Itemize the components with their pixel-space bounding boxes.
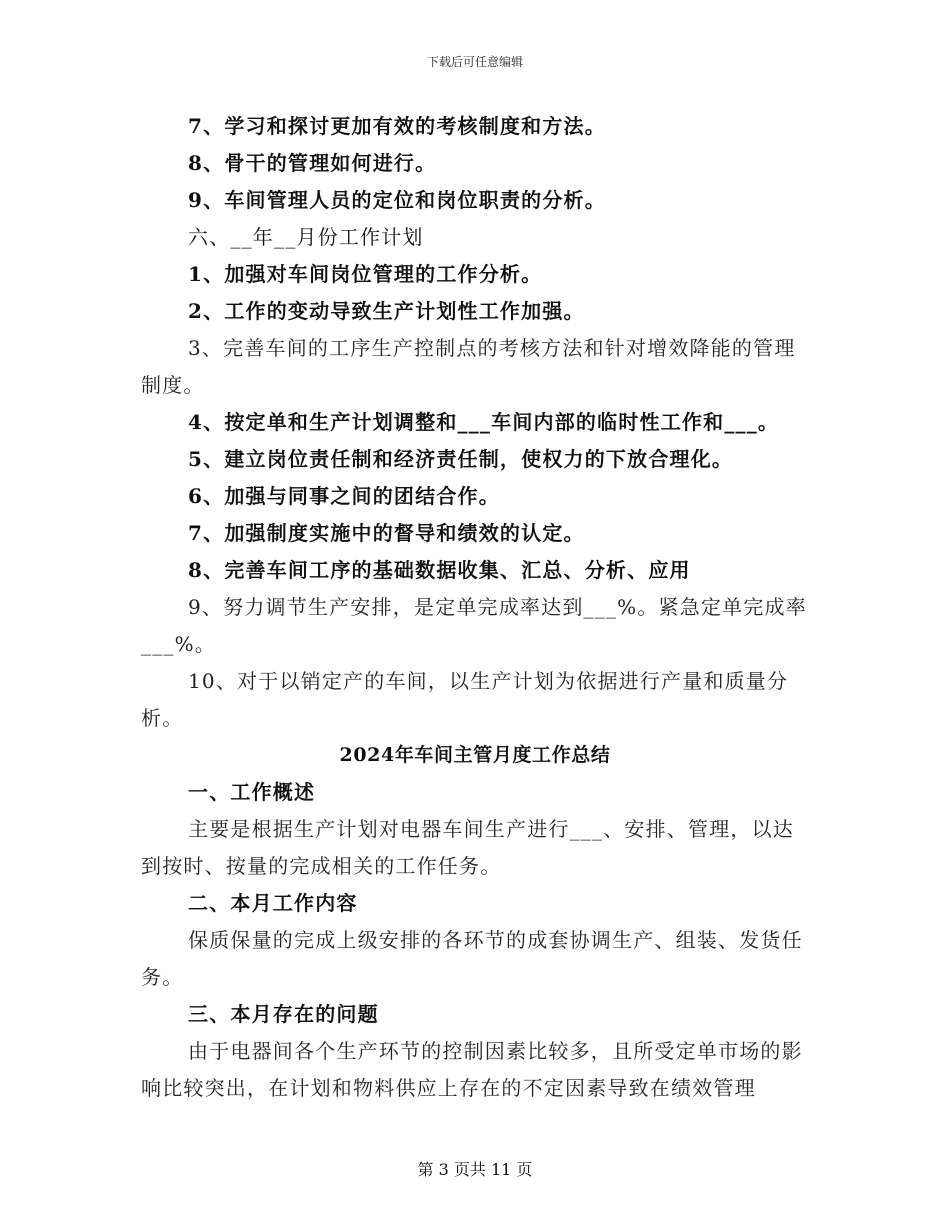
section-six-heading: 六、__年__月份工作计划: [188, 225, 424, 249]
plan-item-6: 6、加强与同事之间的团结合作。: [188, 484, 500, 508]
plan-item-9: 9、努力调节生产安排，是定单完成率达到___%。紧急定单完成率___%。: [141, 595, 807, 656]
plan-item-4: 4、按定单和生产计划调整和___车间内部的临时性工作和___。: [188, 410, 780, 434]
plan-item-2: 2、工作的变动导致生产计划性工作加强。: [188, 299, 585, 323]
plan-item-5: 5、建立岗位责任制和经济责任制，使权力的下放合理化。: [188, 447, 734, 471]
plan-item-3: 3、完善车间的工序生产控制点的考核方法和针对增效降能的管理制度。: [141, 336, 796, 397]
section-2-heading: 二、本月工作内容: [188, 891, 358, 915]
page-footer: 第 3 页共 11 页: [417, 1160, 533, 1179]
plan-item-8: 8、完善车间工序的基础数据收集、汇总、分析、应用: [188, 558, 691, 582]
section-1-heading: 一、工作概述: [188, 780, 316, 804]
paragraph-7: 7、学习和探讨更加有效的考核制度和方法。: [188, 114, 606, 138]
plan-item-7: 7、加强制度实施中的督导和绩效的认定。: [188, 521, 585, 545]
paragraph-9: 9、车间管理人员的定位和岗位职责的分析。: [188, 188, 606, 212]
section-3-heading: 三、本月存在的问题: [188, 1002, 379, 1026]
section-3-body: 由于电器间各个生产环节的控制因素比较多，且所受定单市场的影响比较突出，在计划和物料供应上存在的不定因素导致在绩效管理: [141, 1039, 803, 1100]
paragraph-8: 8、骨干的管理如何进行。: [188, 151, 437, 175]
document-title: 2024年车间主管月度工作总结: [339, 744, 611, 766]
plan-item-10: 10、对于以销定产的车间，以生产计划为依据进行产量和质量分析。: [141, 669, 789, 730]
section-1-body: 主要是根据生产计划对电器车间生产进行___、安排、管理，以达到按时、按量的完成相关的工作任务。: [141, 817, 794, 878]
section-2-body: 保质保量的完成上级安排的各环节的成套协调生产、组装、发货任务。: [141, 928, 803, 989]
page-header: 下载后可任意编辑: [426, 55, 523, 69]
document-body: [141, 108, 809, 1107]
plan-item-1: 1、加强对车间岗位管理的工作分析。: [188, 262, 543, 286]
